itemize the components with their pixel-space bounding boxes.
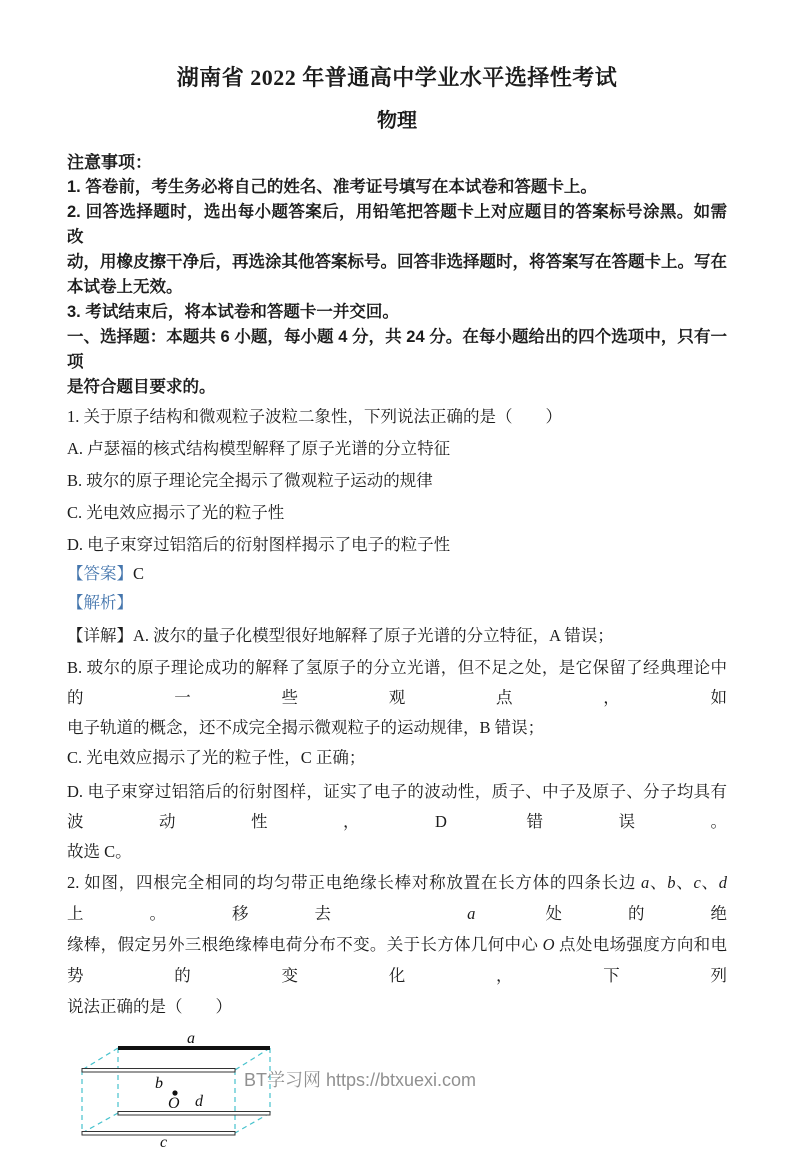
notice-item-2-line-1: 2. 回答选择题时，选出每小题答案后，用铅笔把答题卡上对应题目的答案标号涂黑。如需改 [67, 203, 727, 246]
answer-label: 【答案】 [67, 564, 133, 583]
detail-a-text: A. 波尔的量子化模型很好地解释了原子光谱的分立特征，A 错误； [133, 626, 614, 645]
analysis-row [67, 588, 727, 617]
footer-site-link[interactable]: BT学习网 https://btxuexi.com [243, 1070, 477, 1090]
notice-heading: 注意事项： [67, 153, 152, 172]
notice-item-3: 3. 考试结束后，将本试卷和答题卡一并交回。 [67, 303, 399, 321]
figure-label-d: d [195, 1093, 203, 1110]
notice-item-2-line-2: 动，用橡皮擦干净后，再选涂其他答案标号。回答非选择题时，将答案写在答题卡上。写在 [67, 253, 727, 271]
rod-d [118, 1112, 270, 1116]
detail-b-line-2: 电子轨道的概念，还不成完全揭示微观粒子的运动规律，B 错误； [67, 718, 545, 737]
detail-row-a [67, 621, 727, 651]
document-content [67, 0, 727, 1163]
page-title: 湖南省 2022 年普通高中学业水平选择性考试 [176, 65, 618, 90]
question-2-figure [75, 1028, 290, 1163]
question-1-option-c: C. 光电效应揭示了光的粒子性 [67, 503, 285, 522]
question-1-option-b: B. 玻尔的原子理论完全揭示了微观粒子运动的规律 [67, 471, 433, 490]
figure-label-a: a [187, 1030, 195, 1047]
figure-label-c: c [160, 1134, 168, 1151]
site-footer [0, 1066, 720, 1092]
subject-title: 物理 [377, 110, 417, 132]
question-2-stem-line-2: 缘棒，假定另外三根绝缘棒电荷分布不变。关于长方体几何中心 O 点处电场强度方向和电势的变化，下列 [67, 935, 728, 985]
section-heading-line-2: 是符合题目要求的。 [67, 378, 216, 396]
notice-item-2-line-3: 本试卷上无效。 [67, 278, 183, 296]
figure-label-b: b [155, 1075, 163, 1092]
question-1-stem: 1. 关于原子结构和微观粒子波粒二象性，下列说法正确的是（ ） [67, 407, 562, 426]
section-heading-line-1: 一、选择题：本题共 6 小题，每小题 4 分，共 24 分。在每小题给出的四个选项中，只有一项 [67, 328, 727, 371]
detail-d-line-2: 故选 C。 [67, 842, 132, 861]
answer-value: C [133, 564, 145, 583]
answer-row [67, 559, 727, 588]
question-2-stem-line-1: 2. 如图，四根完全相同的均匀带正电绝缘长棒对称放置在长方体的四条长边 a、b、c、d 上。移去 a 处的绝 [67, 873, 728, 923]
detail-d-line-1: D. 电子束穿过铝箔后的衍射图样，证实了电子的波动性，质子、中子及原子、分子均具有波动性，D 错误。 [67, 782, 727, 831]
cuboid-rods-diagram [75, 1028, 290, 1163]
analysis-label: 【解析】 [67, 593, 133, 612]
question-1-option-a: A. 卢瑟福的核式结构模型解释了原子光谱的分立特征 [67, 439, 451, 458]
question-1-option-d: D. 电子束穿过铝箔后的衍射图样揭示了电子的粒子性 [67, 535, 451, 554]
detail-label: 【详解】 [67, 626, 133, 645]
rod-c [82, 1132, 235, 1136]
notice-item-1: 1. 答卷前，考生务必将自己的姓名、准考证号填写在本试卷和答题卡上。 [67, 178, 597, 196]
figure-label-o: O [168, 1095, 180, 1112]
detail-b-line-1: B. 玻尔的原子理论成功的解释了氢原子的分立光谱，但不足之处，是它保留了经典理论中的一些观点，如 [67, 658, 727, 707]
detail-c: C. 光电效应揭示了光的粒子性，C 正确； [67, 748, 366, 767]
question-2-stem-line-3: 说法正确的是（ ） [67, 997, 232, 1016]
